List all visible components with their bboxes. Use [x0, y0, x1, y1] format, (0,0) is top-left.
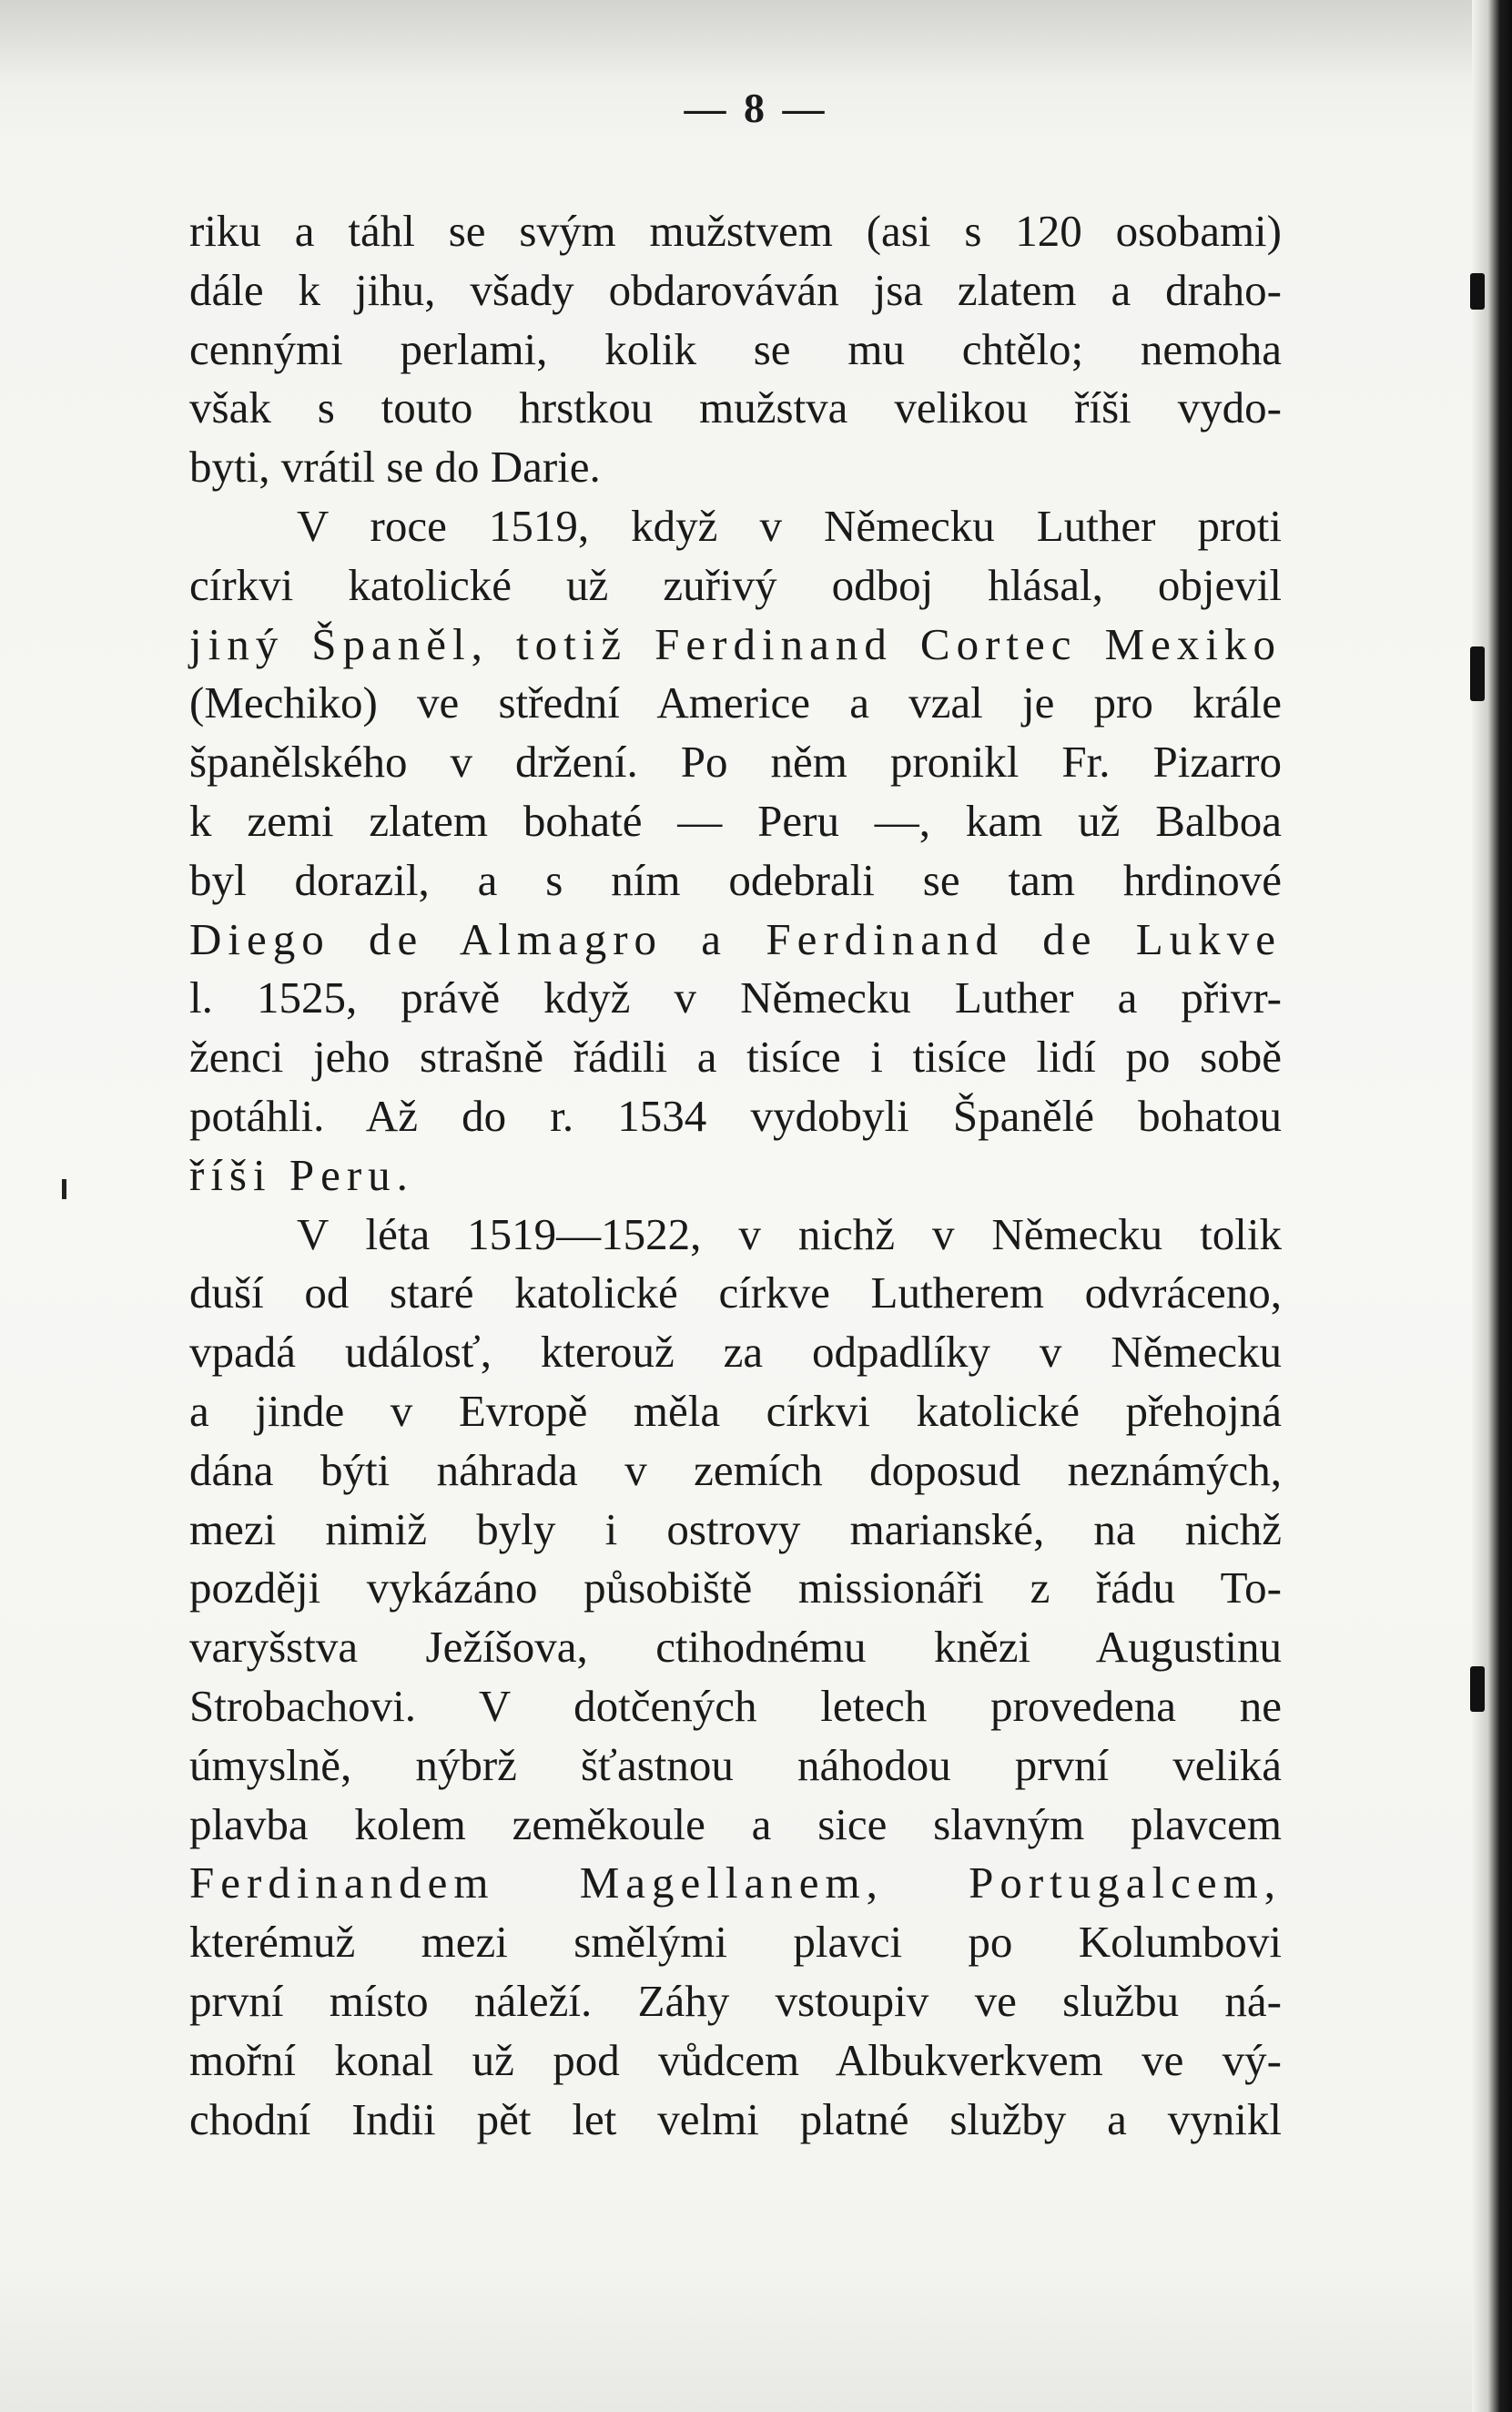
- text-line: říši Peru.: [189, 1149, 414, 1200]
- text-line: dána býti náhrada v zemích doposud neznámých,: [189, 1444, 1282, 1495]
- edge-mark: [1470, 273, 1485, 310]
- text-line: byl dorazil, a s ním odebrali se tam hrdinové: [189, 854, 1282, 905]
- text-line: Diego de Almagro a Ferdinand de Lukve: [189, 913, 1282, 964]
- text-line: první místo náleží. Záhy vstoupiv ve službu ná-: [189, 1975, 1282, 2026]
- text-line: ženci jeho strašně řádili a tisíce i tisíce lidí po sobě: [189, 1032, 1282, 1083]
- text-line: duší od staré katolické církve Lutherem odvráceno,: [189, 1267, 1282, 1318]
- text-line: Strobachovi. V dotčených letech provedena ne: [189, 1680, 1282, 1731]
- text-line: úmyslně, nýbrž šťastnou náhodou první veliká: [189, 1739, 1282, 1790]
- page-top-shadow: [0, 0, 1512, 82]
- text-line: byti, vrátil se do Darie.: [189, 442, 601, 493]
- text-line: však s touto hrstkou mužstva velikou říši vydo-: [189, 382, 1282, 433]
- text-line: l. 1525, právě když v Německu Luther a přivr-: [189, 972, 1282, 1023]
- page-number: — 8 —: [684, 85, 828, 131]
- text-line: k zemi zlatem bohaté — Peru —, kam už Balboa: [189, 795, 1282, 846]
- text-line: vpadá událosť, kterouž za odpadlíky v Německu: [189, 1327, 1282, 1378]
- text-line: plavba kolem zeměkoule a sice slavným plavcem: [189, 1798, 1282, 1849]
- text-line: cennými perlami, kolik se mu chtělo; nemoha: [189, 323, 1282, 374]
- text-line: varyšstva Ježíšova, ctihodnému knězi Augustinu: [189, 1622, 1282, 1673]
- text-line: (Mechiko) ve střední Americe a vzal je pro krále: [189, 677, 1282, 728]
- text-line: chodní Indii pět let velmi platné služby a vynikl: [189, 2093, 1282, 2144]
- ink-speck: [62, 1179, 66, 1199]
- text-line: potáhli. Až do r. 1534 vydobyli Španělé bohatou: [189, 1090, 1282, 1141]
- text-line: Ferdinandem Magellanem, Portugalcem,: [189, 1857, 1282, 1908]
- text-line: španělského v držení. Po něm pronikl Fr. Pizarro: [189, 737, 1282, 788]
- text-line: riku a táhl se svým mužstvem (asi s 120 osobami): [189, 206, 1282, 256]
- text-line: mezi nimiž byly i ostrovy marianské, na nichž: [189, 1503, 1282, 1554]
- text-line: mořní konal už pod vůdcem Albukverkvem ve vý-: [189, 2034, 1282, 2085]
- edge-mark: [1470, 1666, 1485, 1712]
- body-text: [189, 202, 1282, 2149]
- text-line: V léta 1519—1522, v nichž v Německu tolik: [297, 1208, 1282, 1259]
- edge-mark: [1470, 646, 1485, 701]
- text-line: a jinde v Evropě měla církvi katolické přehojná: [189, 1385, 1282, 1436]
- text-line: církvi katolické už zuřivý odboj hlásal, objevil: [189, 559, 1282, 610]
- text-line: V roce 1519, když v Německu Luther proti: [297, 500, 1282, 551]
- text-line: kterémuž mezi smělými plavci po Kolumbovi: [189, 1917, 1282, 1968]
- text-line: jiný Španěl, totiž Ferdinand Cortec Mexiko: [189, 618, 1282, 669]
- text-line: dále k jihu, všady obdarováván jsa zlatem a draho-: [189, 264, 1282, 315]
- scan-edge-shadow: [1472, 0, 1512, 2412]
- text-line: později vykázáno působiště missionáři z řádu To-: [189, 1562, 1282, 1613]
